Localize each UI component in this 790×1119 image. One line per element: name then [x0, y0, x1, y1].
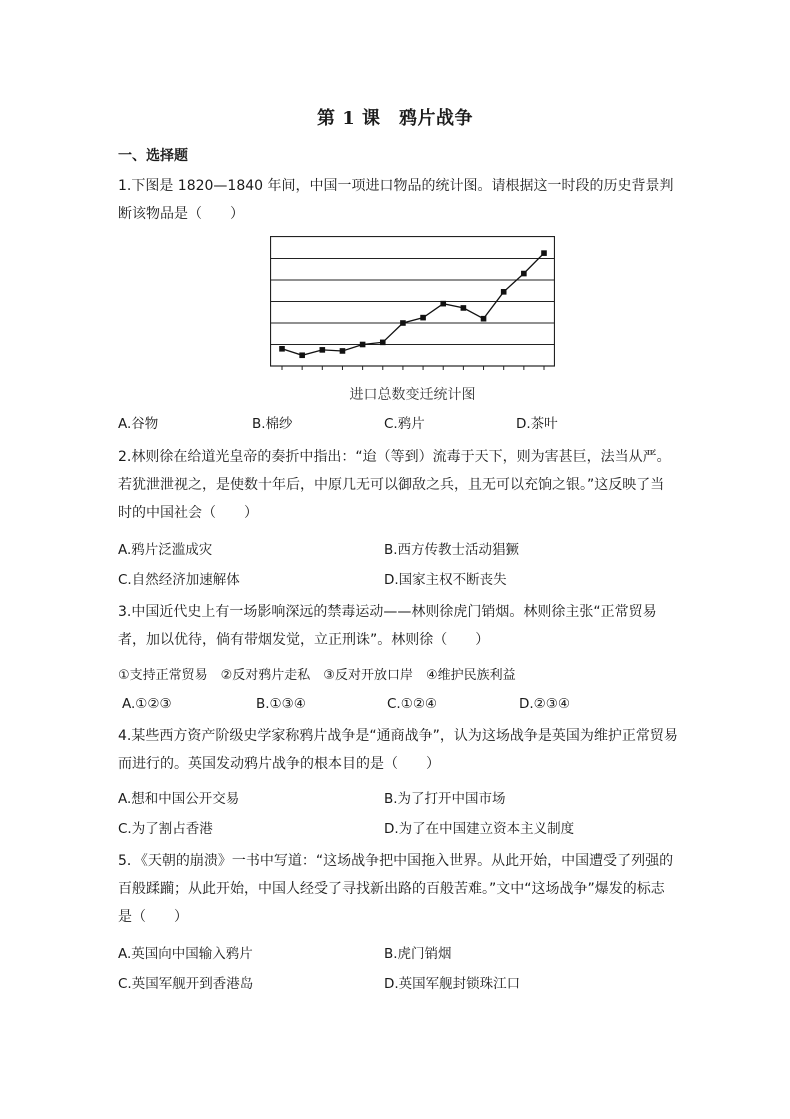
- question-1-text: 1.下图是 1820—1840 年间，中国一项进口物品的统计图。请根据这一时段的历史背景判断该物品是（ ）: [118, 178, 674, 222]
- page-title: 第 1 课 鸦片战争: [316, 108, 474, 129]
- q1-option-d[interactable]: D.茶叶: [516, 416, 558, 432]
- q1-option-b[interactable]: B.棉纱: [252, 416, 293, 432]
- data-point: [481, 316, 487, 322]
- q5-option-b[interactable]: B.虎门销烟: [384, 946, 452, 962]
- question-4-text: 4.某些西方资产阶级史学家称鸦片战争是“通商战争”，认为这场战争是英国为维护正常贸易而进行的。英国发动鸦片战争的根本目的是（ ）: [118, 728, 678, 772]
- data-point: [320, 347, 326, 353]
- data-point: [279, 346, 285, 352]
- question-3-text: 3.中国近代史上有一场影响深远的禁毒运动——林则徐虎门销烟。林则徐主张“正常贸易者，加以优待，倘有带烟发觉，立正刑诛”。林则徐（ ）: [118, 604, 657, 648]
- question-5-text: 5．《天朝的崩溃》一书中写道：“这场战争把中国拖入世界。从此开始，中国遭受了列强的百般蹂躏；从此开始，中国人经受了寻找新出路的百般苦难。”文中“这场战争”爆发的标志是（ ）: [118, 853, 674, 925]
- q4-option-a[interactable]: A.想和中国公开交易: [118, 791, 240, 807]
- q4-option-d[interactable]: D.为了在中国建立资本主义制度: [384, 821, 575, 837]
- data-point: [521, 271, 527, 277]
- q2-option-b[interactable]: B.西方传教士活动猖獗: [384, 542, 520, 558]
- q3-option-a[interactable]: A.①②③: [122, 696, 172, 712]
- q3-option-d[interactable]: D.②③④: [519, 696, 570, 712]
- data-point: [299, 352, 305, 358]
- data-point: [440, 301, 446, 307]
- q3-option-c[interactable]: C.①②④: [387, 696, 438, 712]
- line-chart: [270, 236, 555, 376]
- data-point: [400, 320, 406, 326]
- q2-option-c[interactable]: C.自然经济加速解体: [118, 572, 240, 588]
- q2-option-a[interactable]: A.鸦片泛滥成灾: [118, 542, 213, 558]
- data-point: [541, 250, 547, 256]
- data-point: [420, 315, 426, 321]
- section-title: 一、选择题: [118, 148, 188, 164]
- chart-title: 进口总数变迁统计图: [349, 387, 476, 403]
- series-line: [282, 253, 544, 355]
- q4-option-c[interactable]: C.为了割占香港: [118, 821, 213, 837]
- question-2-text: 2.林则徐在给道光皇帝的奏折中指出：“迨（等到）流毒于天下，则为害甚巨，法当从严。若犹泄泄视之，是使数十年后，中原几无可以御敌之兵，且无可以充饷之银。”这反映了当时的中国社会（ ）: [118, 449, 671, 521]
- q1-option-c[interactable]: C.鸦片: [384, 416, 425, 432]
- q3-option-b[interactable]: B.①③④: [256, 696, 306, 712]
- q4-option-b[interactable]: B.为了打开中国市场: [384, 791, 506, 807]
- data-point: [360, 342, 366, 348]
- data-point: [340, 348, 346, 354]
- q3-statements: ①支持正常贸易 ②反对鸦片走私 ③反对开放口岸 ④维护民族利益: [118, 668, 516, 683]
- data-point: [501, 289, 507, 295]
- q1-option-a[interactable]: A.谷物: [118, 416, 159, 432]
- q5-option-d[interactable]: D.英国军舰封锁珠江口: [384, 976, 521, 992]
- data-point: [380, 340, 386, 346]
- data-point: [461, 305, 467, 311]
- q5-option-c[interactable]: C.英国军舰开到香港岛: [118, 976, 254, 992]
- q2-option-d[interactable]: D.国家主权不断丧失: [384, 572, 507, 588]
- q5-option-a[interactable]: A.英国向中国输入鸦片: [118, 946, 253, 962]
